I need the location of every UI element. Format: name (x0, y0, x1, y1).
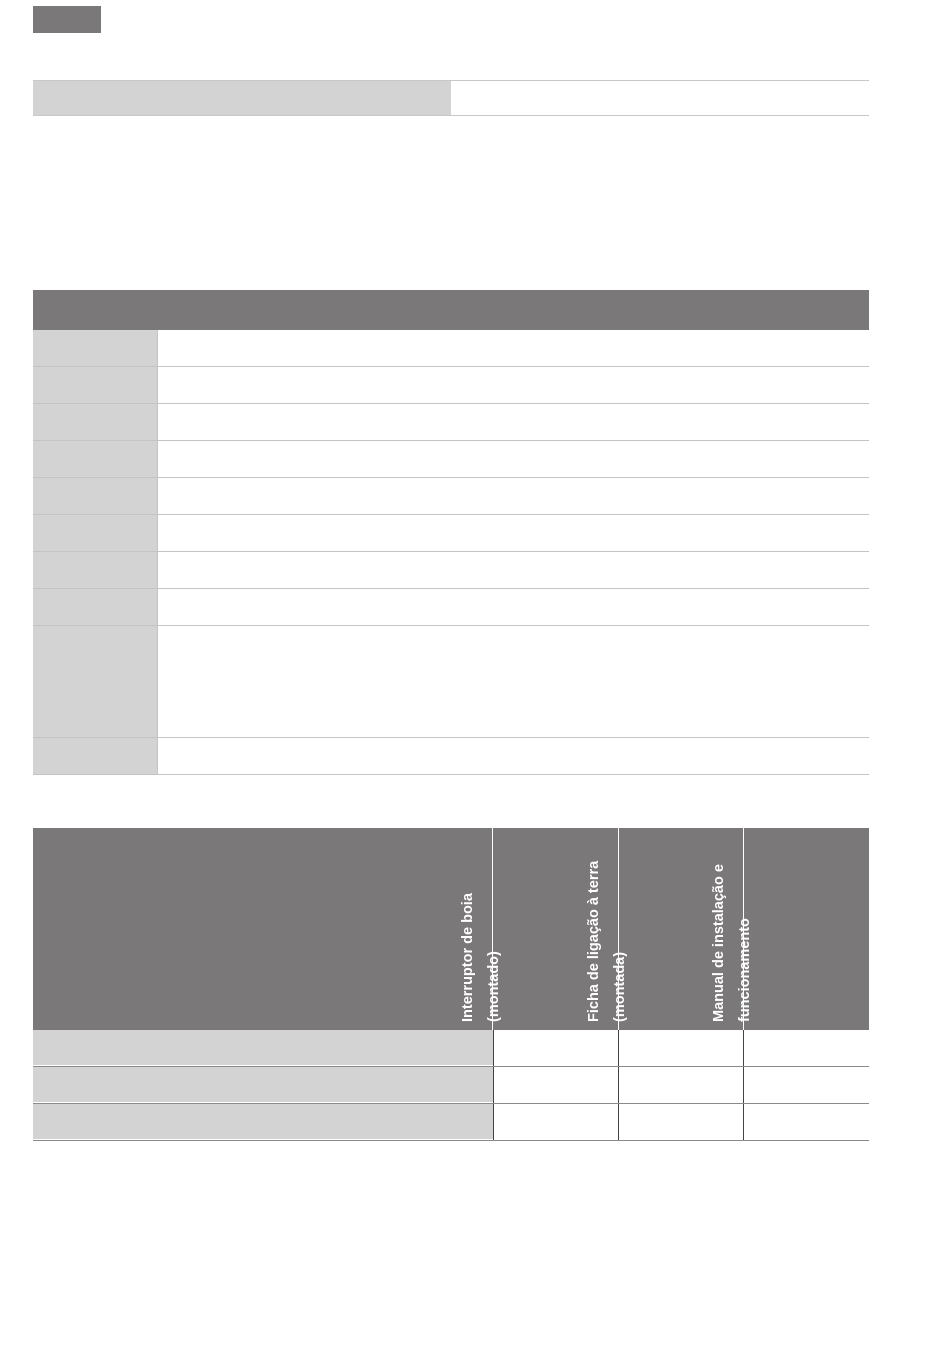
scope-header-model-cell (33, 828, 492, 1030)
table-row (33, 515, 869, 552)
scope-header-manual (711, 828, 869, 1030)
row-cell (743, 1067, 868, 1103)
scope-table-header (33, 828, 869, 1030)
row-label-cell (33, 478, 158, 514)
row-label-cell (33, 552, 158, 588)
row-label-cell (33, 367, 158, 403)
row-value-cell (158, 626, 869, 737)
row-value-cell (158, 478, 869, 514)
table-row (33, 441, 869, 478)
table-row (33, 1104, 869, 1141)
table-row (33, 738, 869, 775)
top-info-row (33, 80, 869, 116)
row-label-cell (33, 1067, 493, 1103)
table-row (33, 404, 869, 441)
table-row (33, 478, 869, 515)
row-label-cell (33, 441, 158, 477)
row-cell (743, 1030, 868, 1066)
table-row (33, 1067, 869, 1104)
row-value-cell (158, 367, 869, 403)
top-info-label-cell (33, 81, 451, 115)
row-label-cell (33, 404, 158, 440)
table-row (33, 626, 869, 738)
row-cell (618, 1030, 743, 1066)
column-header-label: Ficha de ligação à terra (montada) (585, 860, 628, 1022)
column-header-label: Manual de instalação e funcionamento (711, 864, 754, 1022)
row-cell (493, 1030, 618, 1066)
page-section-tab (33, 6, 101, 33)
row-label-cell (33, 1030, 493, 1066)
row-value-cell (158, 738, 869, 774)
table-row (33, 589, 869, 626)
row-value-cell (158, 552, 869, 588)
row-value-cell (158, 515, 869, 551)
row-label-cell (33, 626, 158, 737)
column-header-label: Interruptor de boia (montado) (459, 893, 502, 1022)
row-value-cell (158, 441, 869, 477)
table-row (33, 552, 869, 589)
top-info-value-cell (451, 81, 869, 115)
row-label-cell (33, 330, 158, 366)
row-cell (618, 1067, 743, 1103)
table-row (33, 367, 869, 404)
row-label-cell (33, 515, 158, 551)
row-cell (493, 1067, 618, 1103)
table-row (33, 330, 869, 367)
row-label-cell (33, 1104, 493, 1140)
row-cell (743, 1104, 868, 1140)
table-row (33, 1030, 869, 1067)
scope-of-delivery-table (33, 828, 869, 1141)
row-cell (618, 1104, 743, 1140)
row-value-cell (158, 589, 869, 625)
row-value-cell (158, 404, 869, 440)
technical-data-table (33, 290, 869, 775)
row-label-cell (33, 738, 158, 774)
row-cell (493, 1104, 618, 1140)
row-value-cell (158, 330, 869, 366)
technical-data-header (33, 290, 869, 330)
row-label-cell (33, 589, 158, 625)
